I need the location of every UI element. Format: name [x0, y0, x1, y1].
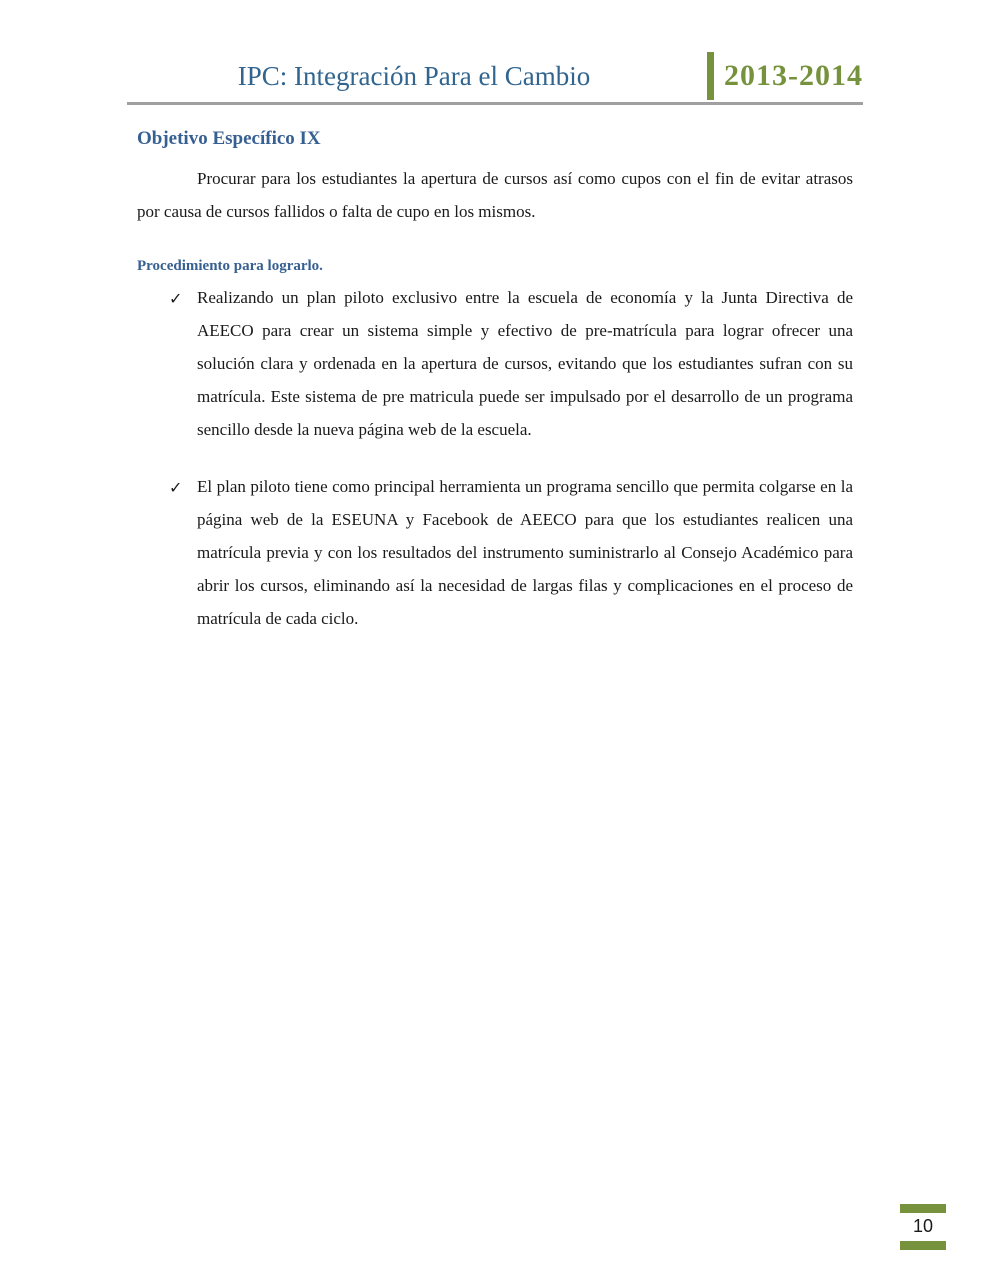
intro-paragraph: Procurar para los estudiantes la apertura de cursos así como cupos con el fin de evitar atrasos por causa de cursos fallidos o falta de cupo en los mismos.: [137, 169, 853, 221]
footer-accent-bar-top: [900, 1204, 946, 1213]
bullet-item: [137, 470, 853, 635]
page-footer: [900, 1204, 946, 1250]
header-title: IPC: Integración Para el Cambio: [237, 60, 591, 91]
page-header: [127, 52, 863, 100]
checkmark-icon: ✓: [169, 289, 183, 308]
section-heading: Objetivo Específico IX: [137, 128, 321, 149]
header-rule: [127, 102, 863, 105]
bullet-item: [137, 281, 853, 446]
page-content: [137, 128, 853, 659]
procedure-subheading: Procedimiento para lograrlo.: [137, 258, 323, 274]
page-number: 10: [912, 1216, 934, 1236]
header-divider-bar: [707, 52, 714, 100]
footer-accent-bar-bottom: [900, 1241, 946, 1250]
header-year: 2013-2014: [724, 59, 863, 92]
bullet-text: Realizando un plan piloto exclusivo entre la escuela de economía y la Junta Directiva de AEECO para crear un sistema simple y efectivo de pre-matrícula para lograr ofrecer una solución clara y ordenada en la apertura de cursos, evitando que los estudiantes sufran con su matrícula. Este sistema de pre matricula puede ser impulsado por el desarrollo de un programa sencillo desde la nueva página web de la escuela.: [197, 288, 853, 439]
checkmark-icon: ✓: [169, 478, 183, 497]
bullet-text: El plan piloto tiene como principal herramienta un programa sencillo que permita colgarse en la página web de la ESEUNA y Facebook de AEECO para que los estudiantes realicen una matrícula previa y con los resultados del instrumento suministrarlo al Consejo Académico para abrir los cursos, eliminando así la necesidad de largas filas y complicaciones en el proceso de matrícula de cada ciclo.: [197, 477, 853, 628]
